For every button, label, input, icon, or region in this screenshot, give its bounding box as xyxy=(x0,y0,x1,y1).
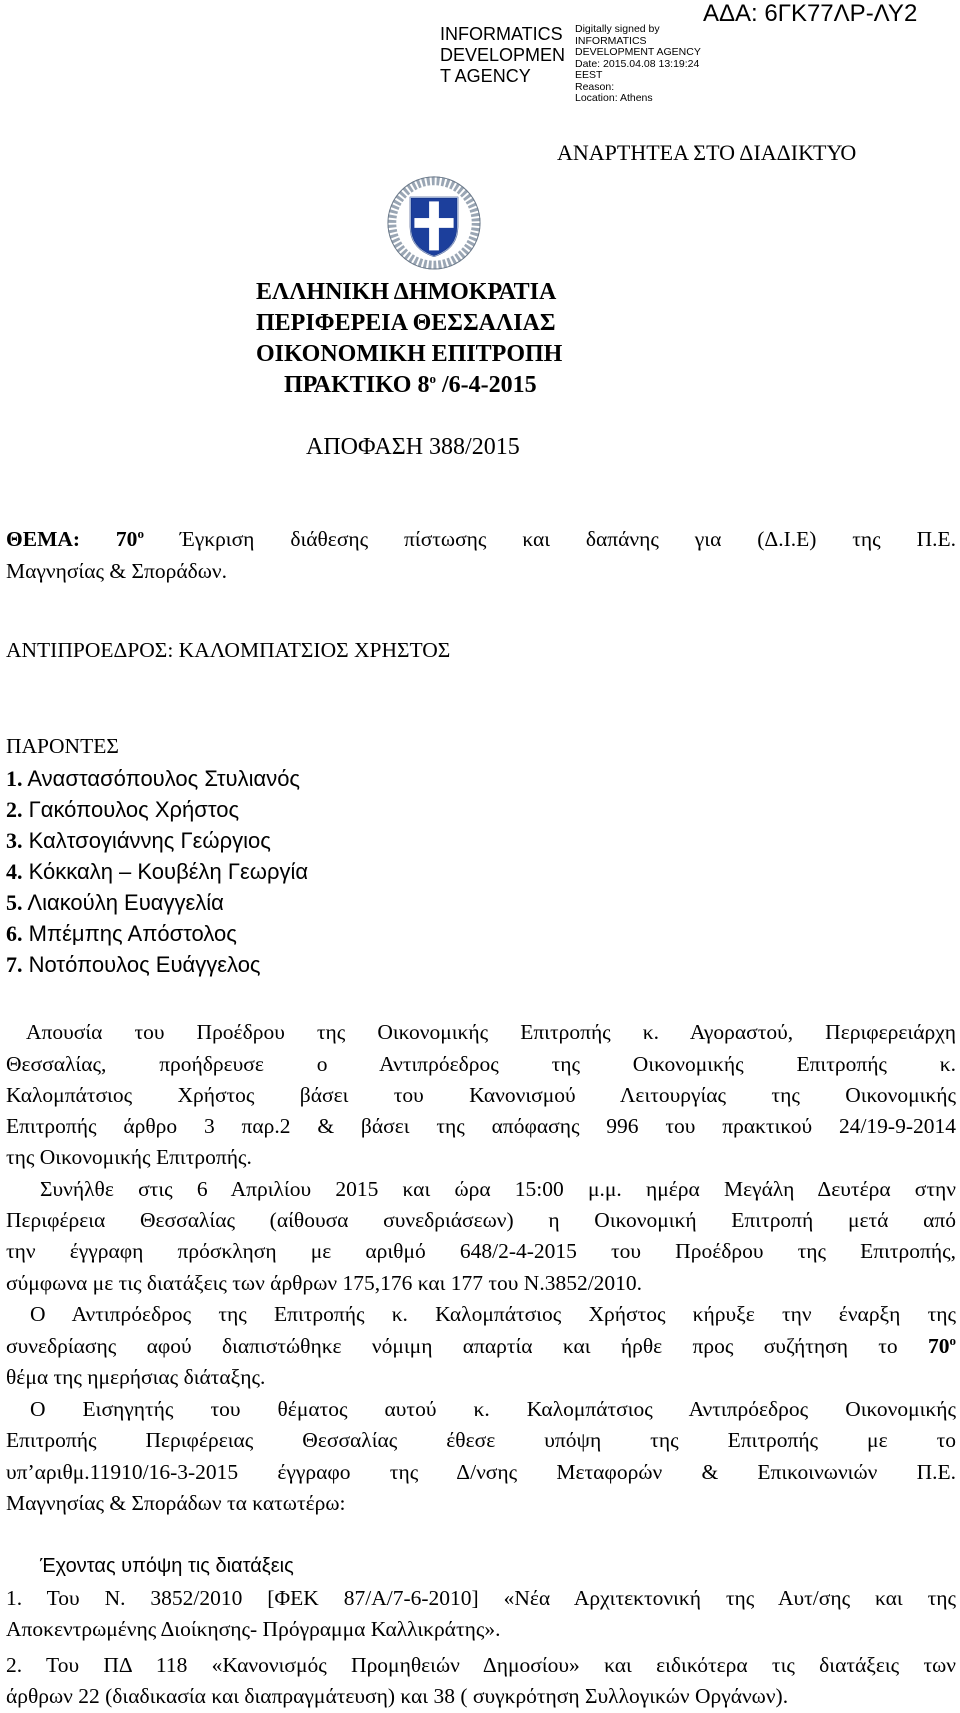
body-line: Περιφέρεια Θεσσαλίας (αίθουσα συνεδριάσεων) η Οικονομική Επιτροπή μετά από xyxy=(6,1208,956,1232)
vice-president: ΑΝΤΙΠΡΟΕΔΡΟΣ: ΚΑΛΟΜΠΑΤΣΙΟΣ ΧΡΗΣΤΟΣ xyxy=(6,638,451,662)
header-line-2: ΠΕΡΙΦΕΡΕΙΑ ΘΕΣΣΑΛΙΑΣ xyxy=(256,310,556,336)
body-line: συνεδρίασης αφού διαπιστώθηκε νόμιμη απαρτία και ήρθε προς συζήτηση το $70^o$ xyxy=(6,1332,956,1358)
signature-details: Digitally signed by INFORMATICS DEVELOPMENT AGENCY Date: 2015.04.08 13:19:24 EEST Reason: Location: Athens xyxy=(575,23,701,104)
member-3: 3. Καλτσογιάννης Γεώργιος xyxy=(6,828,271,853)
body-line: της Οικονομικής Επιτροπής. xyxy=(6,1145,252,1169)
body-line: Ο Αντιπρόεδρος της Επιτροπής κ. Καλομπάτσιος Χρήστος κήρυξε την έναρξη της xyxy=(30,1302,956,1326)
header-line-1: ΕΛΛΗΝΙΚΗ ΔΗΜΟΚΡΑΤΙΑ xyxy=(256,279,557,305)
provision-item-2: 2. Του ΠΔ 118 «Κανονισμός Προμηθειών Δημοσίου» και ειδικότερα τις διατάξεις των xyxy=(6,1653,956,1677)
body-line: Επιτροπής Περιφέρειας Θεσσαλίας έθεσε υπόψη της Επιτροπής με το xyxy=(6,1428,956,1452)
greek-emblem-icon xyxy=(385,172,483,270)
header-line-3: ΟΙΚΟΝΟΜΙΚΗ ΕΠΙΤΡΟΠΗ xyxy=(256,341,563,367)
member-7: 7. Νοτόπουλος Ευάγγελος xyxy=(6,952,261,977)
body-line: την έγγραφη πρόσκληση με αριθμό 648/2-4-2015 του Προέδρου της Επιτροπής, xyxy=(6,1239,956,1263)
provision-item-1: 1. Του Ν. 3852/2010 [ΦΕΚ 87/Α/7-6-2010] «Νέα Αρχιτεκτονική της Αυτ/σης και της xyxy=(6,1586,956,1610)
member-4: 4. Κόκκαλη – Κουβέλη Γεωργία xyxy=(6,859,309,884)
body-line: θέμα της ημερήσιας διάταξης. xyxy=(6,1365,266,1389)
considering-heading: Έχοντας υπόψη τις διατάξεις xyxy=(40,1555,294,1577)
provision-item-1-cont: Αποκεντρωμένης Διοίκησης- Πρόγραμμα Καλλικράτης». xyxy=(6,1617,501,1641)
ada-code: ΑΔΑ: 6ΓΚ77ΛΡ-ΛΥ2 xyxy=(703,0,918,27)
body-line: Επιτροπής άρθρο 3 παρ.2 & βάσει της απόφασης 996 του πρακτικού 24/19-9-2014 xyxy=(6,1114,956,1138)
member-2: 2. Γακόπουλος Χρήστος xyxy=(6,797,240,822)
body-line: σύμφωνα με τις διατάξεις των άρθρων 175,176 και 177 του Ν.3852/2010. xyxy=(6,1271,643,1295)
body-line: Μαγνησίας & Σποράδων τα κατωτέρω: xyxy=(6,1491,346,1515)
body-line: υπ’αριθμ.11910/16-3-2015 έγγραφο της Δ/νσης Μεταφορών & Επικοινωνιών Π.Ε. xyxy=(6,1460,956,1484)
member-5: 5. Λιακούλη Ευαγγελία xyxy=(6,890,224,915)
publish-note: ΑΝΑΡΤΗΤΕΑ ΣΤΟ ΔΙΑΔΙΚΤΥΟ xyxy=(557,140,857,165)
body-line: Απουσία του Προέδρου της Οικονομικής Επιτροπής κ. Αγοραστού, Περιφερειάρχη xyxy=(26,1020,956,1044)
body-line: Καλομπάτσιος Χρήστος βάσει του Κανονισμού Λειτουργίας της Οικονομικής xyxy=(6,1083,956,1107)
body-line: Ο Εισηγητής του θέματος αυτού κ. Καλομπάτσιος Αντιπρόεδρος Οικονομικής xyxy=(30,1397,956,1421)
header-line-4: ΠΡΑΚΤΙΚΟ $8^o$ /6-4-2015 xyxy=(284,371,537,398)
provision-item-2-cont: άρθρων 22 (διαδικασία και διαπραγμάτευση) και 38 ( συγκρότηση Συλλογικών Οργάνων). xyxy=(6,1684,789,1708)
body-line: Συνήλθε στις 6 Απριλίου 2015 και ώρα 15:00 μ.μ. ημέρα Μεγάλη Δευτέρα στην xyxy=(40,1177,956,1201)
member-1: 1. Αναστασόπουλος Στυλιανός xyxy=(6,766,301,791)
signature-organization: INFORMATICS DEVELOPMEN T AGENCY xyxy=(440,24,566,86)
subject-line-2: Μαγνησίας & Σποράδων. xyxy=(6,559,227,583)
subject-line-1: ΘΕΜΑ: $70^o$ Έγκριση διάθεσης πίστωσης και δαπάνης για (Δ.Ι.Ε) της Π.Ε. xyxy=(6,525,956,551)
decision-number: ΑΠΟΦΑΣΗ 388/2015 xyxy=(306,434,520,460)
body-line: Θεσσαλίας, προήδρευσε ο Αντιπρόεδρος της Οικονομικής Επιτροπής κ. xyxy=(6,1052,956,1076)
member-6: 6. Μπέμπης Απόστολος xyxy=(6,921,237,946)
present-title: ΠΑΡΟΝΤΕΣ xyxy=(6,734,119,758)
